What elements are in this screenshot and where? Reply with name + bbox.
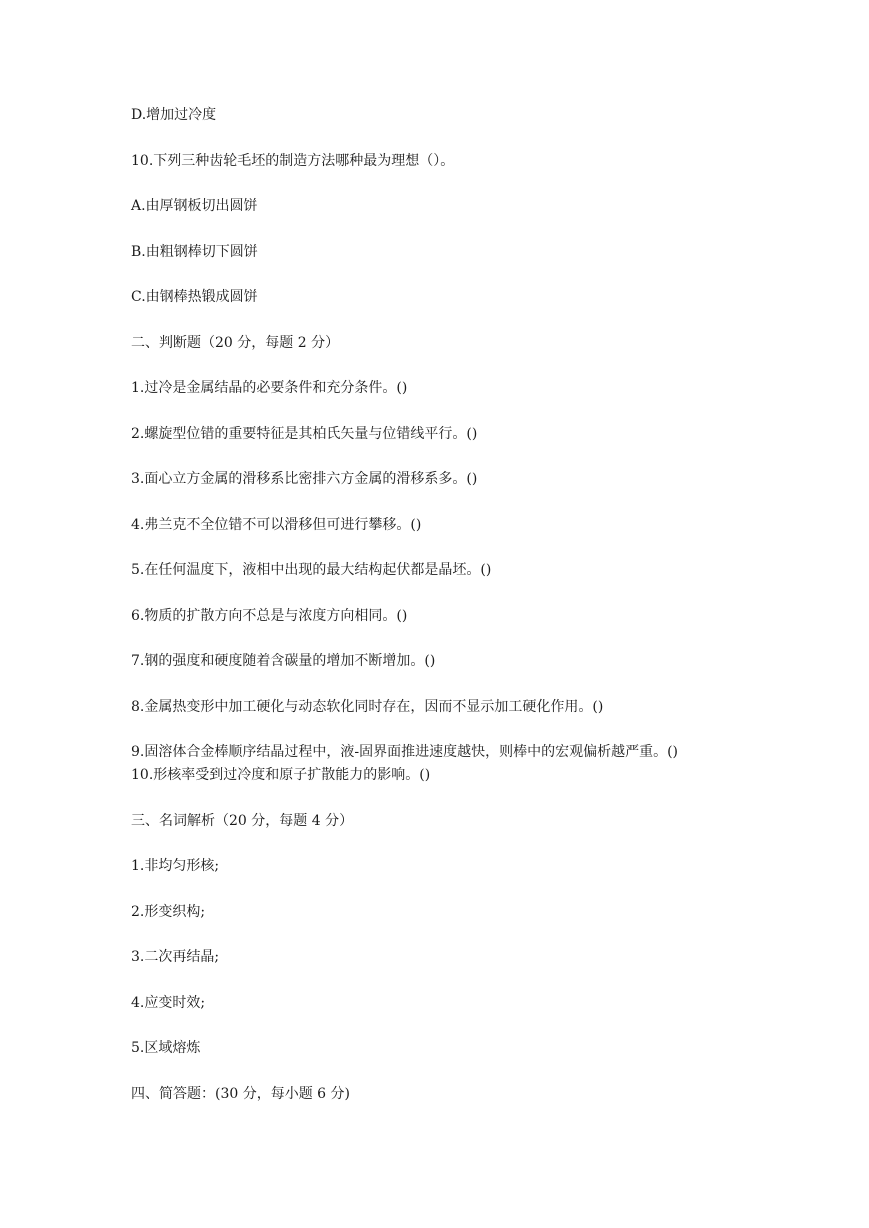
question-10: 10.下列三种齿轮毛坯的制造方法哪种最为理想（）。	[131, 153, 455, 169]
section-heading-true-false: 二、判断题（20 分，每题 2 分）	[131, 335, 340, 351]
option-10a: A.由厚钢板切出圆饼	[131, 198, 258, 214]
tf-question-1: 1.过冷是金属结晶的必要条件和充分条件。()	[131, 380, 408, 396]
term-4: 4.应变时效;	[131, 995, 206, 1011]
tf-question-9: 9.固溶体合金棒顺序结晶过程中，液-固界面推进速度越快，则棒中的宏观偏析越严重。()	[131, 744, 679, 760]
tf-question-7: 7.钢的强度和硬度随着含碳量的增加不断增加。()	[131, 653, 436, 669]
term-1: 1.非均匀形核;	[131, 858, 220, 874]
term-5: 5.区域熔炼	[131, 1040, 201, 1056]
tf-question-6: 6.物质的扩散方向不总是与浓度方向相同。()	[131, 608, 408, 624]
tf-question-4: 4.弗兰克不全位错不可以滑移但可进行攀移。()	[131, 517, 422, 533]
tf-question-2: 2.螺旋型位错的重要特征是其柏氏矢量与位错线平行。()	[131, 426, 478, 442]
tf-question-8: 8.金属热变形中加工硬化与动态软化同时存在，因而不显示加工硬化作用。()	[131, 699, 604, 715]
tf-question-5: 5.在任何温度下，液相中出现的最大结构起伏都是晶坯。()	[131, 562, 492, 578]
section-heading-short-answer: 四、简答题：(30 分，每小题 6 分)	[131, 1086, 350, 1102]
section-heading-terms: 三、名词解析（20 分，每题 4 分）	[131, 813, 354, 829]
option-10c: C.由钢棒热锻成圆饼	[131, 289, 258, 305]
term-3: 3.二次再结晶;	[131, 949, 220, 965]
term-2: 2.形变织构;	[131, 904, 206, 920]
tf-question-10: 10.形核率受到过冷度和原子扩散能力的影响。()	[131, 767, 431, 783]
option-9d: D.增加过冷度	[131, 107, 217, 123]
tf-question-3: 3.面心立方金属的滑移系比密排六方金属的滑移系多。()	[131, 471, 478, 487]
option-10b: B.由粗钢棒切下圆饼	[131, 244, 258, 260]
